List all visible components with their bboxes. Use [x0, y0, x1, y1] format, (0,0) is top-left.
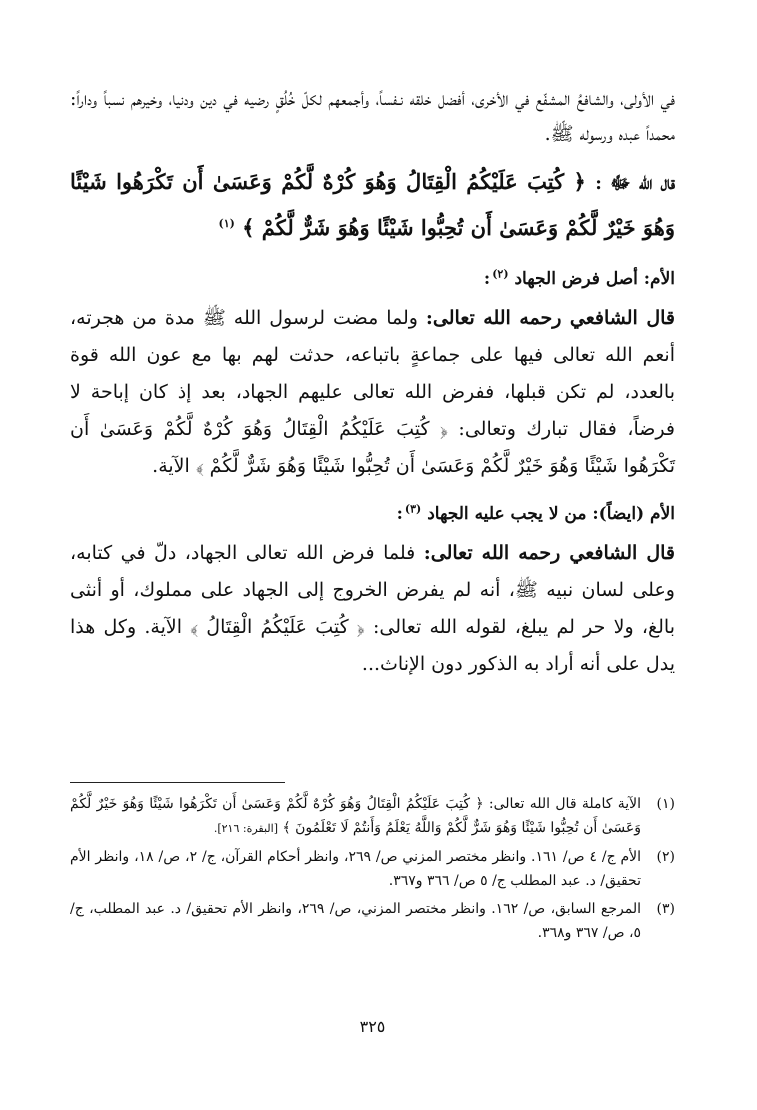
footnotes: [70, 792, 675, 949]
section-heading-1: [70, 264, 675, 294]
section-2-paragraph: [70, 535, 675, 683]
section-heading-2: [70, 499, 675, 529]
verse-text: ﴿ كُتِبَ عَلَيْكُمُ الْقِتَالُ وَهُوَ كُرْهٌ لَّكُمْ وَعَسَىٰ أَن تَكْرَهُوا شَيْئًا وَهُوَ خَيْرٌ لَّكُمْ وَعَسَىٰ أَن تُحِبُّوا شَيْئًا وَهُوَ شَرٌّ لَّكُمْ ﴾: [70, 169, 675, 240]
section-1-paragraph: [70, 300, 675, 485]
footnote-item: [70, 897, 675, 945]
footnote-body: الآية كاملة قال الله تعالى: ﴿ كُتِبَ عَلَيْكُمُ الْقِتَالُ وَهُوَ كُرْهٌ لَّكُمْ وَعَسَىٰ أَن تَكْرَهُوا شَيْئًا وَهُوَ خَيْرٌ لَّكُمْ وَعَسَىٰ أَن تُحِبُّوا شَيْئًا وَهُوَ شَرٌّ لَّكُمْ وَاللَّهُ يَعْلَمُ وَأَنتُمْ لَا تَعْلَمُونَ ﴾: [70, 796, 641, 836]
section-heading-2-colon: :: [396, 504, 403, 524]
footnote-text: [70, 792, 641, 841]
intro-paragraph: في الأولى، والشافعُ المشفّع في الأخرى، أفضل خلقه نـفساً، وأجمعهم لكلّ خُلُقٍ رضيه في دين ودنيا، وخيرهم نسباً وداراً: محمداً عبده ورسوله ﷺ.: [70, 88, 675, 145]
footnote-number: (١): [656, 796, 675, 812]
verse-speaker: قال الله ﷻ :: [595, 173, 676, 194]
book-page: [70, 70, 675, 1050]
section-2-body: فلما فرض الله تعالى الجهاد، دلّ في كتابه، وعلى لسان نبيه ﷺ، أنه لم يفرض الخروج إلى الجهاد على مملوك، أو أنثى بالغ، ولا حر لم يبلغ، لقوله الله تعالى: ﴿ كُتِبَ عَلَيْكُمُ الْقِتَالُ ﴾ الآية. وكل هذا يدل على أنه أراد به الذكور دون الإناث...: [70, 542, 675, 675]
footnote-divider: [70, 782, 285, 783]
footnote-item: [70, 845, 675, 893]
footnote-text: المرجع السابق، ص/ ١٦٢. وانظر مختصر المزني، ص/ ٢٦٩، وانظر الأم تحقيق/ د. عبد المطلب، ج/ ٥، ص/ ٣٦٧ و٣٦٨.: [70, 901, 641, 941]
quran-verse-block: [70, 160, 675, 250]
footnote-ref-2: (٢): [492, 267, 509, 281]
section-2-lead: قال الشافعي رحمه الله تعالى:: [423, 542, 675, 564]
footnote-ref-1: (١): [218, 217, 235, 230]
section-1-lead: قال الشافعي رحمه الله تعالى:: [425, 307, 676, 329]
footnote-number: (٣): [656, 901, 675, 917]
footnote-number: (٢): [656, 849, 675, 865]
footnote-ref-3: (٣): [404, 502, 422, 516]
footnote-text: الأم ج/ ٤ ص/ ١٦١. وانظر مختصر المزني ص/ ٢٦٩، وانظر أحكام القرآن، ج/ ٢، ص/ ١٨، وانظر الأم تحقيق/ د. عبد المطلب ج/ ٥ ص/ ٣٦٦ و٣٦٧.: [70, 849, 642, 889]
section-heading-1-colon: :: [483, 269, 491, 289]
footnote-source: [البقرة: ٢١٦].: [213, 822, 278, 835]
section-heading-1-text: الأم: أصل فرض الجهاد: [514, 269, 675, 289]
section-heading-2-text: الأم (ايضاً): من لا يجب عليه الجهاد: [427, 504, 675, 524]
footnote-item: [70, 792, 675, 841]
section-1-body: ولما مضت لرسول الله ﷺ مدة من هجرته، أنعم الله تعالى فيها على جماعةٍ باتباعه، حدثت لهم بها مع عون الله قوة بالعدد، لم تكن قبلها، ففرض الله تعالى عليهم الجهاد، بعد إذ كان إباحة لا فرضاً، فقال تبارك وتعالى: ﴿ كُتِبَ عَلَيْكُمُ الْقِتَالُ وَهُوَ كُرْهٌ لَّكُمْ وَعَسَىٰ أَن تَكْرَهُوا شَيْئًا وَهُوَ خَيْرٌ لَّكُمْ وَعَسَىٰ أَن تُحِبُّوا شَيْئًا وَهُوَ شَرٌّ لَّكُمْ ﴾ الآية.: [70, 307, 675, 477]
page-number: ٣٢٥: [359, 1017, 386, 1036]
